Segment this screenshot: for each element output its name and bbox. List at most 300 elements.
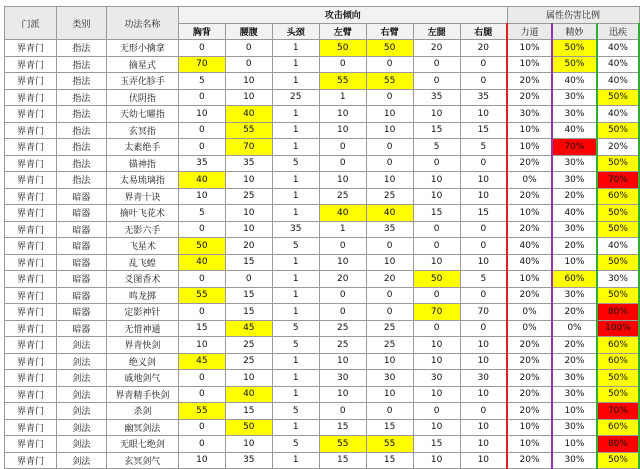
cell-part-value: 25 bbox=[366, 337, 413, 354]
cell-part-value: 10 bbox=[319, 106, 366, 123]
cell-part-value: 0 bbox=[366, 56, 413, 73]
cell-part-value: 10 bbox=[366, 254, 413, 271]
cell-attr-finesse: 20% bbox=[552, 353, 597, 370]
cell-attr-strength: 10% bbox=[507, 419, 552, 436]
cell-part-value: 0 bbox=[366, 89, 413, 106]
cell-part-value: 1 bbox=[272, 386, 319, 403]
table-row bbox=[5, 320, 640, 337]
cell-category: 剑法 bbox=[56, 419, 106, 436]
cell-part-value: 25 bbox=[319, 320, 366, 337]
cell-attr-finesse: 30% bbox=[552, 155, 597, 172]
cell-attr-speed: 50% bbox=[597, 122, 639, 139]
cell-part-value: 25 bbox=[366, 188, 413, 205]
cell-part-value: 10 bbox=[225, 370, 272, 387]
cell-category: 指法 bbox=[56, 56, 106, 73]
cell-sect: 界青门 bbox=[5, 419, 57, 436]
cell-part-value: 35 bbox=[272, 221, 319, 238]
cell-sect: 界青门 bbox=[5, 386, 57, 403]
cell-part-value: 10 bbox=[413, 106, 460, 123]
cell-part-value: 0 bbox=[225, 56, 272, 73]
skill-table bbox=[4, 6, 640, 469]
cell-part-value: 55 bbox=[178, 403, 225, 420]
cell-category: 指法 bbox=[56, 106, 106, 123]
cell-category: 指法 bbox=[56, 73, 106, 90]
header-part: 右臂 bbox=[366, 23, 413, 40]
cell-category: 暗器 bbox=[56, 188, 106, 205]
cell-attr-strength: 10% bbox=[507, 436, 552, 453]
cell-part-value: 0 bbox=[366, 403, 413, 420]
cell-part-value: 1 bbox=[319, 221, 366, 238]
cell-part-value: 55 bbox=[319, 436, 366, 453]
cell-part-value: 0 bbox=[460, 320, 507, 337]
cell-part-value: 0 bbox=[413, 155, 460, 172]
cell-part-value: 10 bbox=[366, 353, 413, 370]
header-attr-finesse: 精妙 bbox=[552, 23, 597, 40]
cell-attr-finesse: 70% bbox=[552, 139, 597, 156]
cell-part-value: 10 bbox=[460, 188, 507, 205]
cell-part-value: 35 bbox=[366, 221, 413, 238]
header-part: 左臂 bbox=[319, 23, 366, 40]
header-attr-strength: 力道 bbox=[507, 23, 552, 40]
cell-part-value: 25 bbox=[225, 353, 272, 370]
cell-skill-name: 定影神针 bbox=[106, 304, 178, 321]
cell-part-value: 20 bbox=[460, 40, 507, 57]
cell-part-value: 40 bbox=[319, 205, 366, 222]
cell-skill-name: 伏阴指 bbox=[106, 89, 178, 106]
cell-attr-speed: 60% bbox=[597, 353, 639, 370]
cell-part-value: 1 bbox=[272, 40, 319, 57]
cell-part-value: 5 bbox=[178, 205, 225, 222]
cell-part-value: 0 bbox=[413, 320, 460, 337]
header-part: 头颈 bbox=[272, 23, 319, 40]
cell-part-value: 10 bbox=[225, 221, 272, 238]
cell-skill-name: 玄冥剑气 bbox=[106, 452, 178, 469]
cell-attr-finesse: 0% bbox=[552, 320, 597, 337]
cell-skill-name: 飞星术 bbox=[106, 238, 178, 255]
cell-attr-strength: 30% bbox=[507, 106, 552, 123]
cell-attr-speed: 50% bbox=[597, 221, 639, 238]
cell-skill-name: 爻图香术 bbox=[106, 271, 178, 288]
header-sect: 门派 bbox=[5, 7, 57, 40]
table-row bbox=[5, 419, 640, 436]
cell-part-value: 35 bbox=[460, 89, 507, 106]
header-part: 左腿 bbox=[413, 23, 460, 40]
cell-part-value: 5 bbox=[272, 155, 319, 172]
cell-part-value: 1 bbox=[272, 419, 319, 436]
cell-part-value: 10 bbox=[460, 106, 507, 123]
cell-attr-speed: 50% bbox=[597, 89, 639, 106]
cell-attr-strength: 20% bbox=[507, 287, 552, 304]
cell-attr-finesse: 30% bbox=[552, 106, 597, 123]
cell-attr-strength: 20% bbox=[507, 403, 552, 420]
cell-part-value: 20 bbox=[366, 271, 413, 288]
cell-attr-speed: 40% bbox=[597, 106, 639, 123]
cell-part-value: 10 bbox=[460, 386, 507, 403]
cell-part-value: 0 bbox=[413, 221, 460, 238]
cell-attr-speed: 20% bbox=[597, 139, 639, 156]
cell-part-value: 0 bbox=[178, 436, 225, 453]
cell-part-value: 15 bbox=[225, 287, 272, 304]
cell-category: 剑法 bbox=[56, 337, 106, 354]
cell-attr-finesse: 30% bbox=[552, 287, 597, 304]
cell-part-value: 10 bbox=[413, 452, 460, 469]
cell-part-value: 55 bbox=[225, 122, 272, 139]
cell-part-value: 1 bbox=[272, 56, 319, 73]
cell-part-value: 25 bbox=[225, 188, 272, 205]
cell-attr-speed: 80% bbox=[597, 304, 639, 321]
cell-attr-finesse: 30% bbox=[552, 386, 597, 403]
cell-part-value: 10 bbox=[413, 337, 460, 354]
cell-attr-finesse: 20% bbox=[552, 238, 597, 255]
cell-sect: 界青门 bbox=[5, 238, 57, 255]
cell-part-value: 10 bbox=[366, 172, 413, 189]
cell-attr-strength: 10% bbox=[507, 139, 552, 156]
cell-part-value: 10 bbox=[413, 254, 460, 271]
cell-category: 暗器 bbox=[56, 271, 106, 288]
cell-attr-speed: 40% bbox=[597, 73, 639, 90]
cell-part-value: 10 bbox=[319, 353, 366, 370]
cell-attr-finesse: 20% bbox=[552, 188, 597, 205]
cell-part-value: 0 bbox=[413, 73, 460, 90]
cell-part-value: 50 bbox=[178, 238, 225, 255]
cell-part-value: 10 bbox=[225, 436, 272, 453]
cell-part-value: 0 bbox=[178, 370, 225, 387]
table-row bbox=[5, 238, 640, 255]
cell-part-value: 10 bbox=[413, 419, 460, 436]
cell-part-value: 10 bbox=[366, 106, 413, 123]
cell-part-value: 0 bbox=[319, 287, 366, 304]
cell-attr-speed: 60% bbox=[597, 337, 639, 354]
header-part: 右腿 bbox=[460, 23, 507, 40]
cell-skill-name: 杀剑 bbox=[106, 403, 178, 420]
cell-sect: 界青门 bbox=[5, 106, 57, 123]
cell-part-value: 50 bbox=[319, 40, 366, 57]
cell-part-value: 15 bbox=[413, 436, 460, 453]
cell-attr-finesse: 30% bbox=[552, 221, 597, 238]
cell-part-value: 5 bbox=[272, 403, 319, 420]
cell-attr-strength: 20% bbox=[507, 188, 552, 205]
cell-part-value: 0 bbox=[319, 238, 366, 255]
cell-attr-finesse: 30% bbox=[552, 419, 597, 436]
table-row bbox=[5, 73, 640, 90]
cell-attr-speed: 70% bbox=[597, 172, 639, 189]
cell-part-value: 15 bbox=[413, 205, 460, 222]
cell-part-value: 10 bbox=[319, 122, 366, 139]
cell-attr-speed: 50% bbox=[597, 205, 639, 222]
cell-part-value: 10 bbox=[460, 254, 507, 271]
cell-part-value: 40 bbox=[178, 172, 225, 189]
cell-part-value: 1 bbox=[272, 452, 319, 469]
cell-part-value: 40 bbox=[225, 386, 272, 403]
cell-category: 暗器 bbox=[56, 304, 106, 321]
cell-attr-speed: 40% bbox=[597, 238, 639, 255]
cell-part-value: 10 bbox=[178, 188, 225, 205]
cell-part-value: 5 bbox=[460, 139, 507, 156]
header-attack-tendency: 攻击倾向 bbox=[178, 7, 507, 24]
cell-part-value: 10 bbox=[225, 172, 272, 189]
cell-part-value: 10 bbox=[178, 337, 225, 354]
cell-category: 暗器 bbox=[56, 254, 106, 271]
header-skill-name: 功法名称 bbox=[106, 7, 178, 40]
cell-skill-name: 乱飞蝗 bbox=[106, 254, 178, 271]
cell-part-value: 40 bbox=[178, 254, 225, 271]
cell-skill-name: 界青精手快剑 bbox=[106, 386, 178, 403]
table-row bbox=[5, 122, 640, 139]
cell-part-value: 10 bbox=[460, 353, 507, 370]
cell-part-value: 0 bbox=[460, 238, 507, 255]
cell-attr-strength: 0% bbox=[507, 304, 552, 321]
cell-sect: 界青门 bbox=[5, 304, 57, 321]
cell-part-value: 0 bbox=[319, 403, 366, 420]
cell-part-value: 0 bbox=[413, 56, 460, 73]
cell-sect: 界青门 bbox=[5, 337, 57, 354]
cell-attr-speed: 100% bbox=[597, 320, 639, 337]
cell-part-value: 5 bbox=[413, 139, 460, 156]
cell-part-value: 25 bbox=[319, 188, 366, 205]
cell-part-value: 55 bbox=[319, 73, 366, 90]
cell-category: 指法 bbox=[56, 40, 106, 57]
cell-attr-strength: 20% bbox=[507, 370, 552, 387]
cell-sect: 界青门 bbox=[5, 188, 57, 205]
cell-attr-speed: 50% bbox=[597, 254, 639, 271]
cell-attr-finesse: 40% bbox=[552, 205, 597, 222]
cell-sect: 界青门 bbox=[5, 73, 57, 90]
cell-attr-strength: 40% bbox=[507, 254, 552, 271]
cell-part-value: 70 bbox=[225, 139, 272, 156]
cell-part-value: 15 bbox=[178, 320, 225, 337]
table-row bbox=[5, 386, 640, 403]
cell-sect: 界青门 bbox=[5, 254, 57, 271]
cell-attr-speed: 50% bbox=[597, 386, 639, 403]
cell-part-value: 25 bbox=[272, 89, 319, 106]
cell-attr-strength: 20% bbox=[507, 353, 552, 370]
cell-attr-finesse: 60% bbox=[552, 271, 597, 288]
cell-part-value: 1 bbox=[272, 73, 319, 90]
cell-part-value: 0 bbox=[460, 155, 507, 172]
table-row bbox=[5, 139, 640, 156]
cell-part-value: 10 bbox=[319, 172, 366, 189]
table-row bbox=[5, 287, 640, 304]
cell-attr-strength: 0% bbox=[507, 320, 552, 337]
cell-attr-finesse: 10% bbox=[552, 254, 597, 271]
cell-part-value: 1 bbox=[272, 353, 319, 370]
cell-attr-speed: 60% bbox=[597, 419, 639, 436]
cell-skill-name: 幽冥剑法 bbox=[106, 419, 178, 436]
cell-part-value: 0 bbox=[178, 89, 225, 106]
cell-attr-speed: 40% bbox=[597, 40, 639, 57]
cell-part-value: 15 bbox=[460, 122, 507, 139]
cell-part-value: 30 bbox=[460, 370, 507, 387]
cell-part-value: 10 bbox=[225, 73, 272, 90]
cell-sect: 界青门 bbox=[5, 320, 57, 337]
cell-attr-finesse: 30% bbox=[552, 452, 597, 469]
table-row bbox=[5, 304, 640, 321]
table-row bbox=[5, 205, 640, 222]
cell-category: 指法 bbox=[56, 172, 106, 189]
table-row bbox=[5, 89, 640, 106]
table-row bbox=[5, 188, 640, 205]
cell-category: 剑法 bbox=[56, 403, 106, 420]
cell-skill-name: 绝义剑 bbox=[106, 353, 178, 370]
cell-attr-speed: 60% bbox=[597, 188, 639, 205]
cell-attr-strength: 20% bbox=[507, 73, 552, 90]
cell-category: 暗器 bbox=[56, 320, 106, 337]
header-attr-speed: 迅疾 bbox=[597, 23, 639, 40]
cell-attr-strength: 20% bbox=[507, 386, 552, 403]
cell-part-value: 40 bbox=[366, 205, 413, 222]
cell-attr-finesse: 10% bbox=[552, 403, 597, 420]
cell-category: 暗器 bbox=[56, 221, 106, 238]
cell-part-value: 35 bbox=[178, 155, 225, 172]
cell-attr-finesse: 20% bbox=[552, 304, 597, 321]
cell-category: 剑法 bbox=[56, 353, 106, 370]
cell-part-value: 1 bbox=[272, 370, 319, 387]
cell-sect: 界青门 bbox=[5, 40, 57, 57]
cell-attr-strength: 10% bbox=[507, 122, 552, 139]
cell-sect: 界青门 bbox=[5, 287, 57, 304]
cell-sect: 界青门 bbox=[5, 155, 57, 172]
cell-part-value: 0 bbox=[460, 221, 507, 238]
cell-part-value: 45 bbox=[225, 320, 272, 337]
cell-category: 剑法 bbox=[56, 370, 106, 387]
cell-part-value: 5 bbox=[178, 73, 225, 90]
header-part: 胸背 bbox=[178, 23, 225, 40]
cell-part-value: 0 bbox=[178, 40, 225, 57]
cell-category: 指法 bbox=[56, 155, 106, 172]
cell-part-value: 15 bbox=[319, 419, 366, 436]
table-row bbox=[5, 56, 640, 73]
cell-part-value: 1 bbox=[272, 106, 319, 123]
cell-part-value: 1 bbox=[272, 287, 319, 304]
cell-part-value: 10 bbox=[460, 436, 507, 453]
cell-part-value: 10 bbox=[225, 89, 272, 106]
cell-part-value: 50 bbox=[366, 40, 413, 57]
cell-part-value: 25 bbox=[225, 337, 272, 354]
cell-attr-strength: 40% bbox=[507, 238, 552, 255]
cell-part-value: 10 bbox=[413, 188, 460, 205]
cell-part-value: 15 bbox=[460, 205, 507, 222]
cell-attr-finesse: 20% bbox=[552, 337, 597, 354]
cell-part-value: 1 bbox=[319, 89, 366, 106]
cell-skill-name: 界青快剑 bbox=[106, 337, 178, 354]
cell-attr-speed: 80% bbox=[597, 436, 639, 453]
cell-part-value: 0 bbox=[413, 238, 460, 255]
cell-part-value: 15 bbox=[413, 122, 460, 139]
table-row bbox=[5, 452, 640, 469]
cell-sect: 界青门 bbox=[5, 271, 57, 288]
cell-skill-name: 玉弄化胗手 bbox=[106, 73, 178, 90]
cell-sect: 界青门 bbox=[5, 205, 57, 222]
cell-skill-name: 界青十诀 bbox=[106, 188, 178, 205]
cell-attr-speed: 40% bbox=[597, 56, 639, 73]
cell-part-value: 15 bbox=[225, 254, 272, 271]
table-row bbox=[5, 254, 640, 271]
cell-part-value: 1 bbox=[272, 271, 319, 288]
cell-skill-name: 无惜神通 bbox=[106, 320, 178, 337]
cell-part-value: 5 bbox=[272, 436, 319, 453]
cell-sect: 界青门 bbox=[5, 221, 57, 238]
table-row bbox=[5, 436, 640, 453]
cell-part-value: 20 bbox=[319, 271, 366, 288]
cell-part-value: 35 bbox=[225, 452, 272, 469]
cell-attr-finesse: 30% bbox=[552, 172, 597, 189]
cell-category: 剑法 bbox=[56, 452, 106, 469]
cell-sect: 界青门 bbox=[5, 172, 57, 189]
cell-part-value: 0 bbox=[178, 386, 225, 403]
cell-part-value: 15 bbox=[319, 452, 366, 469]
cell-sect: 界青门 bbox=[5, 122, 57, 139]
cell-part-value: 0 bbox=[366, 238, 413, 255]
cell-part-value: 10 bbox=[460, 172, 507, 189]
cell-part-value: 70 bbox=[178, 56, 225, 73]
cell-skill-name: 天幼七曜指 bbox=[106, 106, 178, 123]
cell-part-value: 0 bbox=[178, 221, 225, 238]
header-part: 腰腹 bbox=[225, 23, 272, 40]
cell-part-value: 10 bbox=[178, 106, 225, 123]
cell-sect: 界青门 bbox=[5, 353, 57, 370]
cell-part-value: 55 bbox=[366, 436, 413, 453]
cell-category: 指法 bbox=[56, 122, 106, 139]
cell-attr-finesse: 50% bbox=[552, 40, 597, 57]
cell-part-value: 10 bbox=[413, 353, 460, 370]
cell-part-value: 5 bbox=[272, 238, 319, 255]
cell-attr-strength: 20% bbox=[507, 221, 552, 238]
cell-part-value: 0 bbox=[366, 304, 413, 321]
cell-attr-finesse: 30% bbox=[552, 370, 597, 387]
cell-sect: 界青门 bbox=[5, 452, 57, 469]
cell-part-value: 0 bbox=[319, 304, 366, 321]
cell-skill-name: 玄冥指 bbox=[106, 122, 178, 139]
cell-part-value: 1 bbox=[272, 139, 319, 156]
cell-part-value: 0 bbox=[366, 155, 413, 172]
cell-part-value: 10 bbox=[319, 386, 366, 403]
cell-part-value: 0 bbox=[319, 155, 366, 172]
cell-attr-speed: 50% bbox=[597, 155, 639, 172]
cell-part-value: 70 bbox=[413, 304, 460, 321]
cell-attr-finesse: 50% bbox=[552, 56, 597, 73]
cell-part-value: 25 bbox=[366, 320, 413, 337]
cell-category: 暗器 bbox=[56, 238, 106, 255]
table-row bbox=[5, 271, 640, 288]
cell-sect: 界青门 bbox=[5, 56, 57, 73]
cell-part-value: 35 bbox=[413, 89, 460, 106]
cell-part-value: 10 bbox=[366, 386, 413, 403]
cell-sect: 界青门 bbox=[5, 370, 57, 387]
cell-part-value: 55 bbox=[366, 73, 413, 90]
cell-part-value: 30 bbox=[413, 370, 460, 387]
cell-part-value: 0 bbox=[178, 304, 225, 321]
cell-part-value: 1 bbox=[272, 205, 319, 222]
table-row bbox=[5, 403, 640, 420]
cell-sect: 界青门 bbox=[5, 139, 57, 156]
cell-part-value: 70 bbox=[460, 304, 507, 321]
cell-attr-strength: 20% bbox=[507, 89, 552, 106]
cell-category: 暗器 bbox=[56, 287, 106, 304]
cell-category: 指法 bbox=[56, 89, 106, 106]
cell-skill-name: 太易琉璃指 bbox=[106, 172, 178, 189]
cell-part-value: 10 bbox=[225, 205, 272, 222]
cell-part-value: 50 bbox=[413, 271, 460, 288]
cell-sect: 界青门 bbox=[5, 89, 57, 106]
cell-part-value: 15 bbox=[225, 304, 272, 321]
table-row bbox=[5, 172, 640, 189]
cell-attr-strength: 10% bbox=[507, 271, 552, 288]
cell-part-value: 5 bbox=[272, 320, 319, 337]
cell-part-value: 0 bbox=[413, 287, 460, 304]
cell-attr-finesse: 40% bbox=[552, 122, 597, 139]
cell-part-value: 10 bbox=[413, 386, 460, 403]
cell-skill-name: 锚神指 bbox=[106, 155, 178, 172]
